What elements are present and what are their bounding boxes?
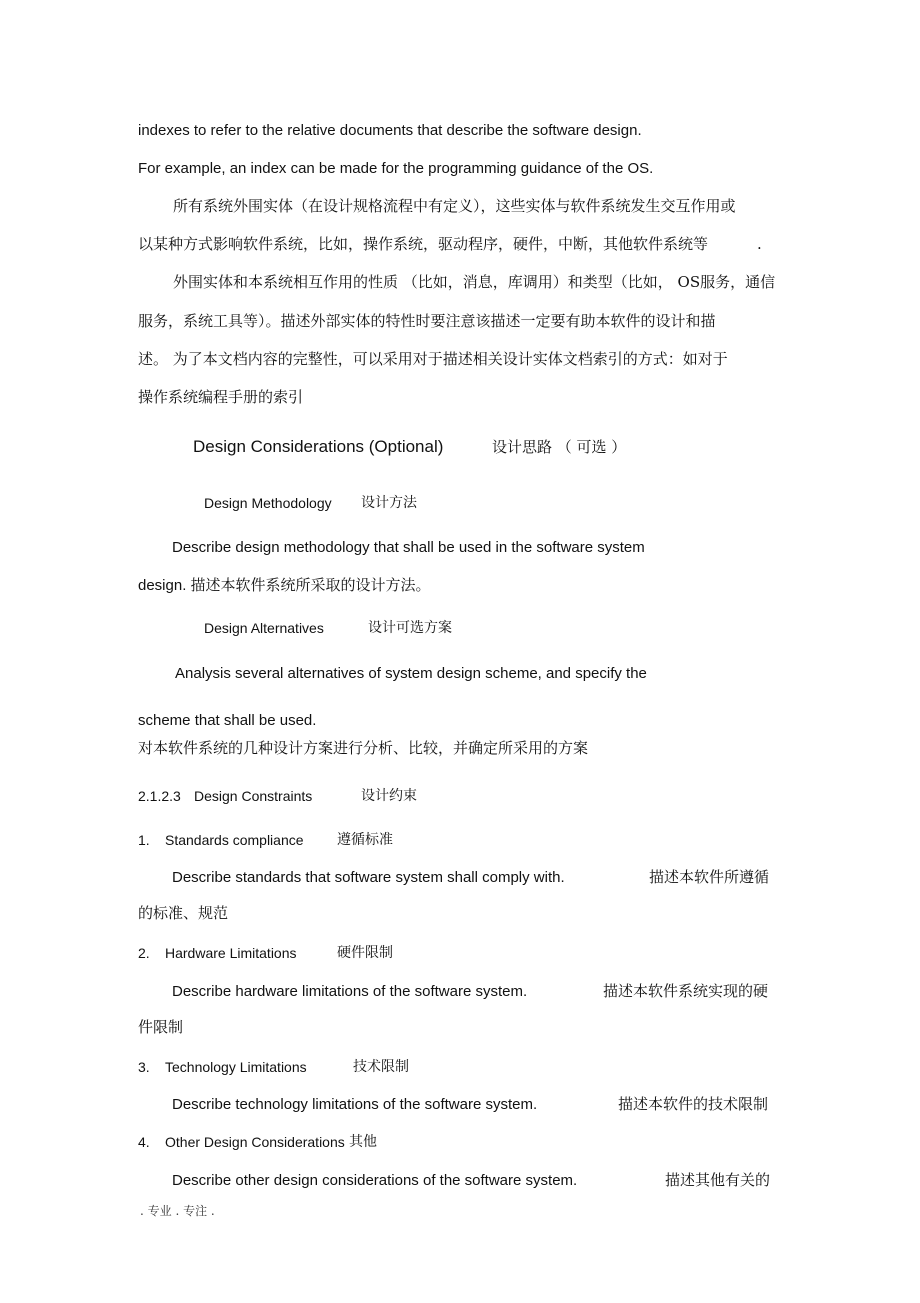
design-constraints-heading: Design Constraints <box>194 788 313 804</box>
design-alternatives-heading-zh: 设计可选方案 <box>368 620 452 636</box>
design-considerations-heading-zh: 设计思路 （ 可选 ） <box>492 438 627 456</box>
constraint-item-body-zh-continued: 件限制 <box>138 1018 184 1036</box>
design-alternatives-body-line-2: scheme that shall be used. <box>138 712 317 729</box>
design-methodology-body-line-1: Describe design methodology that shall be used in the software system <box>172 539 645 556</box>
design-alternatives-body-line-1: Analysis several alternatives of system design scheme, and specify the <box>175 665 647 682</box>
constraint-item-body-zh-continued: 的标准、规范 <box>138 904 229 922</box>
zh-paragraph-2-line-3: 述。 为了本文档内容的完整性，可以采用对于描述相关设计实体文档索引的方式：如对于 <box>138 350 728 368</box>
constraint-item-number: 1. <box>138 832 150 848</box>
constraint-item-body-zh: 描述其他有关的 <box>665 1171 771 1189</box>
constraint-item-body-zh: 描述本软件系统实现的硬 <box>603 982 769 1000</box>
constraint-item-body: Describe other design considerations of the software system. <box>172 1172 578 1189</box>
design-alternatives-body-zh: 对本软件系统的几种设计方案进行分析、比较，并确定所采用的方案 <box>138 739 589 757</box>
design-constraints-number: 2.1.2.3 <box>138 788 181 804</box>
intro-line-1: indexes to refer to the relative documents that describe the software design. <box>138 122 642 139</box>
constraint-item-title-zh: 遵循标准 <box>337 832 393 848</box>
constraint-item-body: Describe hardware limitations of the software system. <box>172 983 528 1000</box>
page-footer: . 专业 . 专注 . <box>140 1204 215 1218</box>
design-alternatives-heading: Design Alternatives <box>204 620 324 636</box>
constraint-item-title-zh: 其他 <box>349 1134 377 1150</box>
constraint-item-title: Standards compliance <box>165 832 304 848</box>
zh-paragraph-2-line-1: 外围实体和本系统相互作用的性质 （比如，消息，库调用）和类型（比如， OS服务，通信 <box>173 273 776 291</box>
intro-line-2: For example, an index can be made for the programming guidance of the OS. <box>138 160 654 177</box>
design-methodology-heading-zh: 设计方法 <box>361 495 417 511</box>
constraint-item-title-zh: 技术限制 <box>353 1059 409 1075</box>
constraint-item-body-zh: 描述本软件的技术限制 <box>618 1095 769 1113</box>
zh-paragraph-1-line-2: 以某种方式影响软件系统，比如，操作系统，驱动程序，硬件，中断，其他软件系统等 <box>138 235 709 253</box>
design-considerations-heading: Design Considerations (Optional) <box>193 437 444 456</box>
constraint-item-number: 4. <box>138 1134 150 1150</box>
constraint-item-title-zh: 硬件限制 <box>337 945 393 961</box>
constraint-item-title: Hardware Limitations <box>165 945 297 961</box>
design-constraints-heading-zh: 设计约束 <box>361 788 417 804</box>
design-methodology-heading: Design Methodology <box>204 495 332 511</box>
zh-paragraph-1-line-1: 所有系统外围实体（在设计规格流程中有定义），这些实体与软件系统发生交互作用或 <box>173 197 736 215</box>
constraint-item-title: Technology Limitations <box>165 1059 307 1075</box>
constraint-item-body: Describe standards that software system shall comply with. <box>172 869 565 886</box>
constraint-item-body: Describe technology limitations of the software system. <box>172 1096 538 1113</box>
constraint-item-title: Other Design Considerations <box>165 1134 345 1150</box>
constraint-item-number: 2. <box>138 945 150 961</box>
zh-paragraph-2-line-4: 操作系统编程手册的索引 <box>138 388 304 406</box>
design-methodology-body-line-2: design. 描述本软件系统所采取的设计方法。 <box>138 577 431 594</box>
zh-paragraph-2-line-2: 服务，系统工具等）。描述外部实体的特性时要注意该描述一定要有助本软件的设计和描 <box>138 312 716 330</box>
constraint-item-body-zh: 描述本软件所遵循 <box>649 868 770 886</box>
constraint-item-number: 3. <box>138 1059 150 1075</box>
zh-paragraph-1-end: . <box>757 235 762 253</box>
